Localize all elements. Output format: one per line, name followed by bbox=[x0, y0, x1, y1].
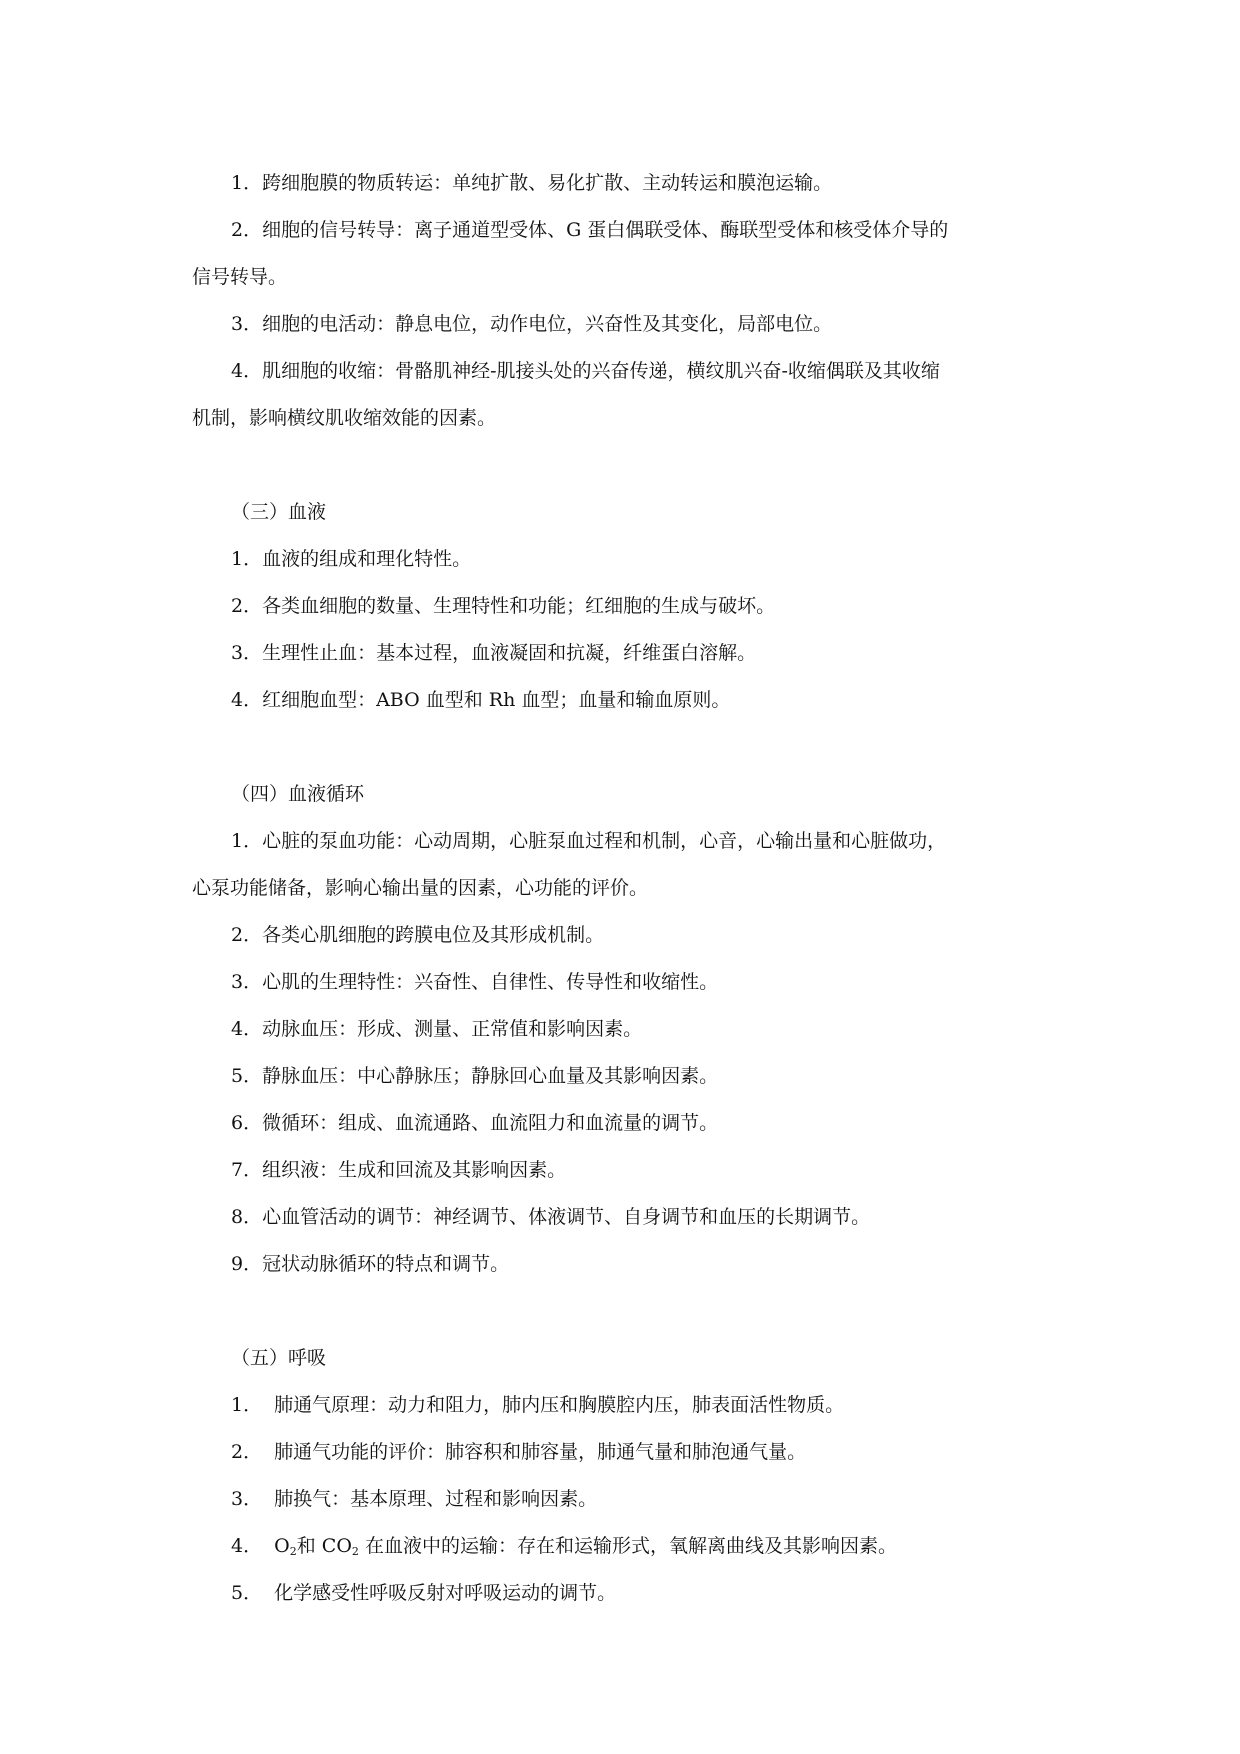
o2-subscript: 2 bbox=[289, 1545, 297, 1558]
section-cell bbox=[192, 160, 1060, 442]
section-gap bbox=[192, 724, 1060, 771]
respiration-item-5: 5． 化学感受性呼吸反射对呼吸运动的调节。 bbox=[231, 1582, 617, 1604]
cell-item-3-line-1: 3．细胞的电活动：静息电位，动作电位，兴奋性及其变化，局部电位。 bbox=[231, 313, 833, 335]
blood-item-1: 1．血液的组成和理化特性。 bbox=[231, 548, 472, 570]
cell-item-4-line-2: 机制，影响横纹肌收缩效能的因素。 bbox=[192, 407, 497, 429]
cell-item-2-line-1: 2．细胞的信号转导：离子通道型受体、G 蛋白偶联受体、酶联型受体和核受体介导的 bbox=[231, 219, 949, 241]
respiration-item-1: 1． 肺通气原理：动力和阻力，肺内压和胸膜腔内压，肺表面活性物质。 bbox=[231, 1394, 845, 1416]
document-content bbox=[192, 160, 1060, 1617]
blood-item-4: 4．红细胞血型：ABO 血型和 Rh 血型；血量和输血原则。 bbox=[231, 689, 731, 711]
section-heading-blood: （三）血液 bbox=[231, 501, 327, 523]
circulation-item-1-line-1: 1．心脏的泵血功能：心动周期，心脏泵血过程和机制，心音，心输出量和心脏做功， bbox=[231, 830, 947, 852]
respiration-item-2: 2． 肺通气功能的评价：肺容积和肺容量，肺通气量和肺泡通气量。 bbox=[231, 1441, 807, 1463]
section-gap bbox=[192, 442, 1060, 489]
blood-item-3: 3．生理性止血：基本过程，血液凝固和抗凝，纤维蛋白溶解。 bbox=[231, 642, 757, 664]
section-respiration bbox=[192, 1335, 1060, 1617]
circulation-item-9: 9．冠状动脉循环的特点和调节。 bbox=[231, 1253, 510, 1275]
circulation-item-1-line-2: 心泵功能储备，影响心输出量的因素，心功能的评价。 bbox=[192, 877, 649, 899]
circulation-item-5: 5．静脉血压：中心静脉压；静脉回心血量及其影响因素。 bbox=[231, 1065, 719, 1087]
circulation-item-2: 2．各类心肌细胞的跨膜电位及其形成机制。 bbox=[231, 924, 605, 946]
respiration-item-4-text: 在血液中的运输：存在和运输形式，氧解离曲线及其影响因素。 bbox=[358, 1535, 897, 1557]
cell-item-1-line-1: 1．跨细胞膜的物质转运：单纯扩散、易化扩散、主动转运和膜泡运输。 bbox=[231, 172, 833, 194]
respiration-item-4-number: 4． bbox=[231, 1535, 275, 1557]
cell-item-2-line-2: 信号转导。 bbox=[192, 266, 288, 288]
cell-item-4-line-1: 4．肌细胞的收缩：骨骼肌神经-肌接头处的兴奋传递，横纹肌兴奋-收缩偶联及其收缩 bbox=[231, 360, 940, 382]
circulation-item-4: 4．动脉血压：形成、测量、正常值和影响因素。 bbox=[231, 1018, 643, 1040]
circulation-item-7: 7．组织液：生成和回流及其影响因素。 bbox=[231, 1159, 567, 1181]
respiration-item-4-and: 和 bbox=[296, 1535, 322, 1557]
co2-subscript: 2 bbox=[351, 1545, 359, 1558]
section-blood bbox=[192, 489, 1060, 724]
respiration-item-4 bbox=[192, 1523, 1060, 1570]
blood-item-2: 2．各类血细胞的数量、生理特性和功能；红细胞的生成与破坏。 bbox=[231, 595, 776, 617]
o2-formula bbox=[274, 1535, 297, 1557]
section-gap bbox=[192, 1288, 1060, 1335]
circulation-item-3: 3．心肌的生理特性：兴奋性、自律性、传导性和收缩性。 bbox=[231, 971, 719, 993]
circulation-item-8: 8．心血管活动的调节：神经调节、体液调节、自身调节和血压的长期调节。 bbox=[231, 1206, 871, 1228]
circulation-item-6: 6．微循环：组成、血流通路、血流阻力和血流量的调节。 bbox=[231, 1112, 719, 1134]
co2-formula bbox=[322, 1535, 359, 1557]
section-circulation bbox=[192, 771, 1060, 1288]
section-heading-circulation: （四）血液循环 bbox=[231, 783, 365, 805]
co2-base: CO bbox=[321, 1535, 352, 1557]
respiration-item-3: 3． 肺换气：基本原理、过程和影响因素。 bbox=[231, 1488, 598, 1510]
section-heading-respiration: （五）呼吸 bbox=[231, 1347, 327, 1369]
o2-base: O bbox=[274, 1535, 290, 1557]
